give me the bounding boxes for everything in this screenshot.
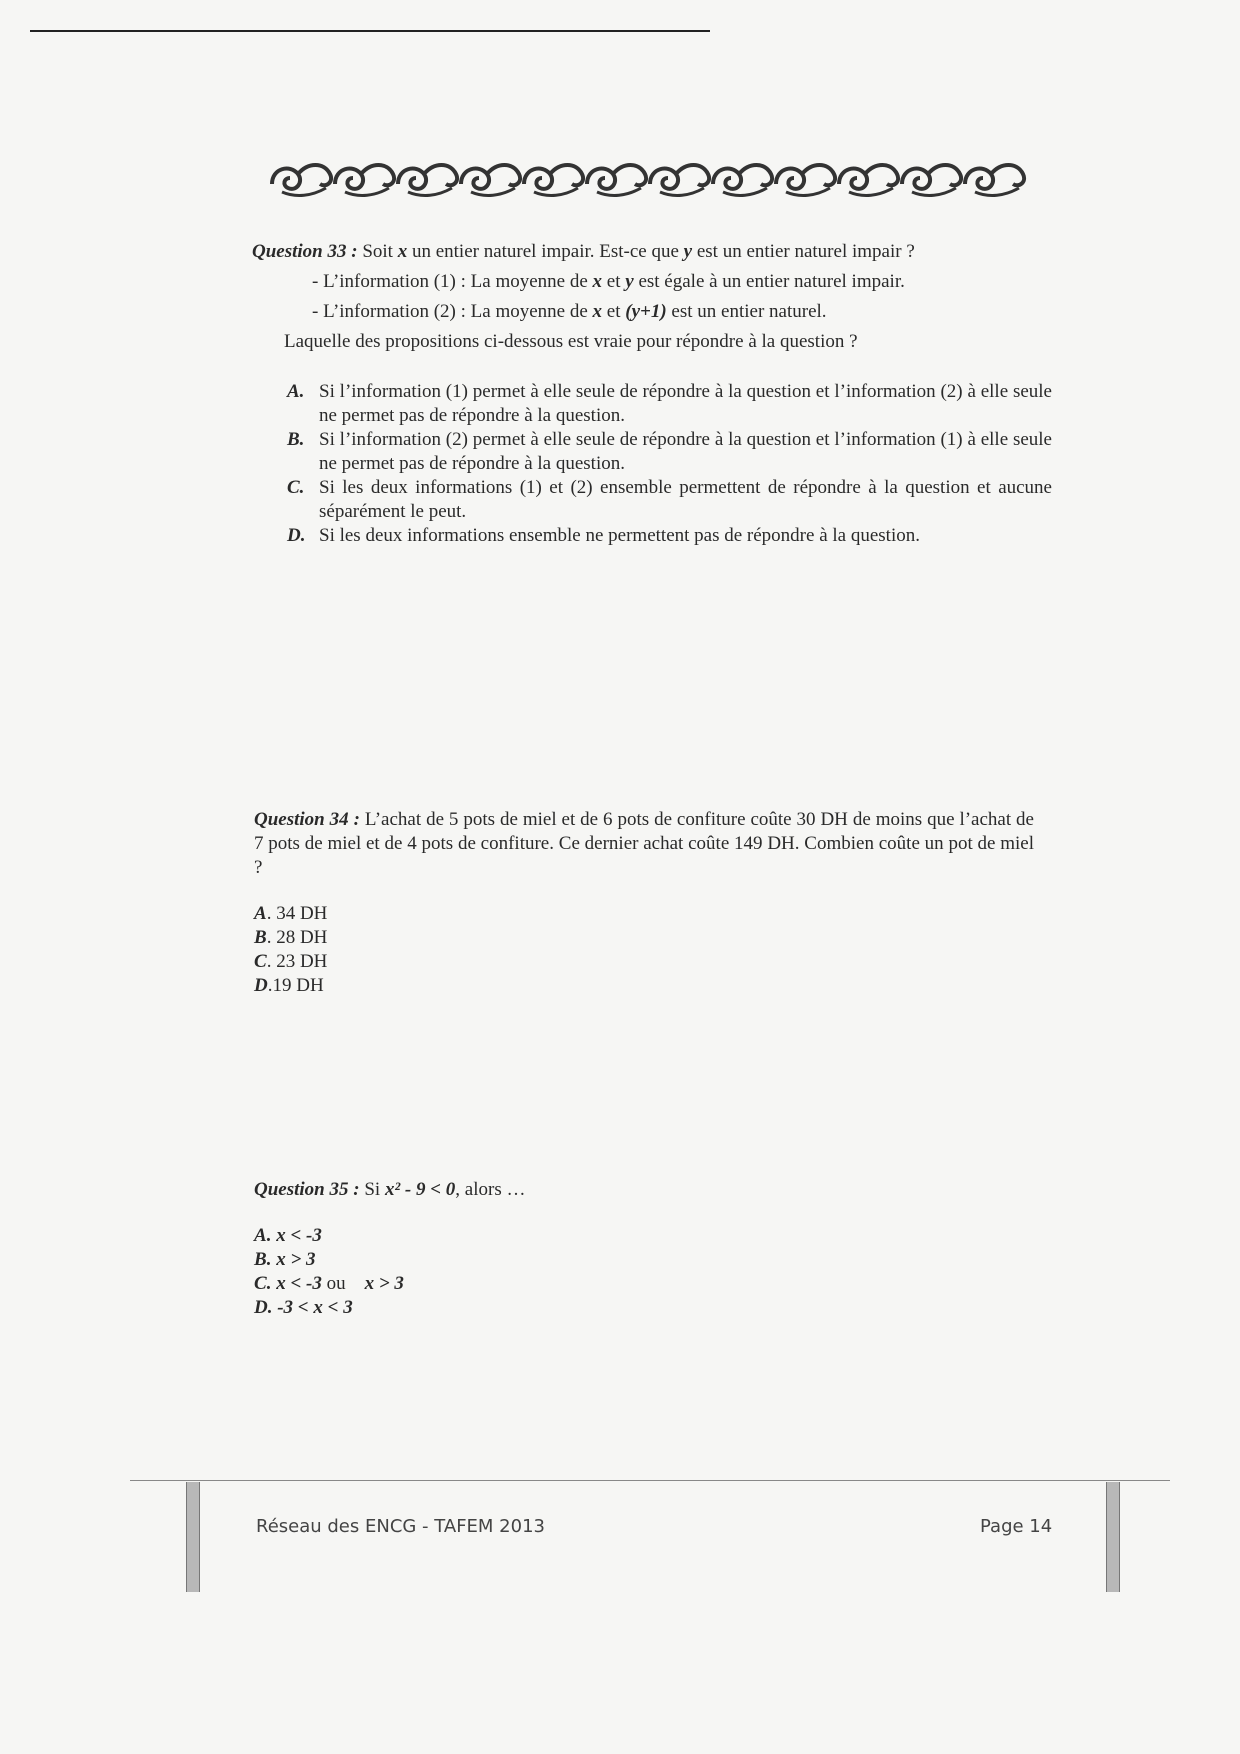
question-35-options (254, 1224, 1034, 1320)
var-x: x (397, 241, 408, 262)
option-text: . x > 3 (266, 1249, 316, 1270)
ornament-border (268, 148, 1028, 208)
option-letter: C (254, 951, 267, 972)
option-connector: ou (321, 1273, 351, 1294)
option-text: .19 DH (267, 975, 324, 996)
option-letter: A (254, 903, 267, 924)
option-letter: C. (287, 477, 305, 498)
var-x: x (592, 301, 603, 322)
option-letter: D (254, 1297, 268, 1318)
option-text: . -3 < x < 3 (267, 1297, 353, 1318)
information-1 (312, 270, 1052, 294)
option-letter: B (254, 1249, 267, 1270)
option-d (287, 524, 1052, 548)
question-33-stem (252, 240, 1052, 264)
question-34-stem (254, 808, 1034, 880)
question-33 (252, 240, 1052, 548)
option-d (254, 974, 1034, 998)
option-a (254, 902, 1034, 926)
question-34 (254, 808, 1034, 998)
stem-text: Soit (357, 241, 398, 262)
option-c (254, 950, 1034, 974)
option-a (287, 380, 1052, 428)
footer-bar-right (1106, 1482, 1120, 1592)
option-a (254, 1224, 1034, 1248)
option-letter: D. (287, 525, 306, 546)
info-text: et (602, 301, 626, 322)
option-text: Si les deux informations (1) et (2) ensemble permettent de répondre à la question et aucune séparément le peut. (319, 477, 1052, 522)
question-33-options (287, 380, 1052, 548)
question-33-prompt: Laquelle des propositions ci-dessous est vraie pour répondre à la question ? (284, 331, 858, 352)
var-x: x (592, 271, 603, 292)
footer-rule (130, 1480, 1170, 1481)
option-text: . 34 DH (266, 903, 328, 924)
option-c (287, 476, 1052, 524)
option-letter: A. (287, 381, 305, 402)
var-y-plus-1: (y+1) (625, 301, 667, 322)
option-text: Si les deux informations ensemble ne permettent pas de répondre à la question. (319, 525, 920, 546)
footer-bar-left (186, 1482, 200, 1592)
page-number: Page 14 (980, 1516, 1053, 1537)
option-b (287, 428, 1052, 476)
option-text: . x < -3 (266, 1273, 322, 1294)
question-34-options (254, 902, 1034, 998)
info-text: - L’information (2) : La moyenne de (312, 301, 593, 322)
option-letter: A (254, 1225, 267, 1246)
stem-text: un entier naturel impair. Est-ce que (407, 241, 684, 262)
stem-text: L’achat de 5 pots de miel et de 6 pots de confiture coûte 30 DH de moins que l’achat de 7 pots de miel et de 4 pots de confiture. Ce dernier achat coûte 149 DH. Combien coûte un pot de miel ? (254, 809, 1034, 878)
option-text: Si l’information (1) permet à elle seule de répondre à la question et l’information (2) à elle seule ne permet pas de répondre à la question. (319, 381, 1052, 426)
var-y: y (625, 271, 634, 292)
question-35 (254, 1178, 1034, 1320)
stem-text: , alors … (455, 1179, 526, 1200)
option-b (254, 926, 1034, 950)
information-2 (312, 300, 1052, 324)
var-y: y (683, 241, 693, 262)
option-text: Si l’information (2) permet à elle seule de répondre à la question et l’information (1) à elle seule ne permet pas de répondre à la question. (319, 429, 1052, 474)
option-text: . 23 DH (266, 951, 328, 972)
question-35-label: Question 35 : (254, 1179, 360, 1200)
option-c (254, 1272, 1034, 1296)
option-b (254, 1248, 1034, 1272)
stem-text: est un entier naturel impair ? (692, 241, 915, 262)
question-33-label: Question 33 : (252, 241, 358, 262)
info-text: - L’information (1) : La moyenne de (312, 271, 593, 292)
info-text: est un entier naturel. (666, 301, 827, 322)
inequality-expression: x² - 9 < 0 (384, 1179, 456, 1200)
option-letter: B. (287, 429, 305, 450)
footer-source: Réseau des ENCG - TAFEM 2013 (256, 1516, 545, 1537)
option-letter: C (254, 1273, 267, 1294)
option-text: x > 3 (350, 1273, 404, 1294)
question-35-stem (254, 1178, 1034, 1202)
option-letter: D (254, 975, 268, 996)
top-rule (30, 30, 710, 32)
info-text: est égale à un entier naturel impair. (633, 271, 905, 292)
option-d (254, 1296, 1034, 1320)
question-34-label: Question 34 : (254, 809, 360, 830)
option-letter: B (254, 927, 267, 948)
option-text: . x < -3 (266, 1225, 322, 1246)
option-text: . 28 DH (266, 927, 328, 948)
info-text: et (602, 271, 626, 292)
stem-text: Si (359, 1179, 385, 1200)
